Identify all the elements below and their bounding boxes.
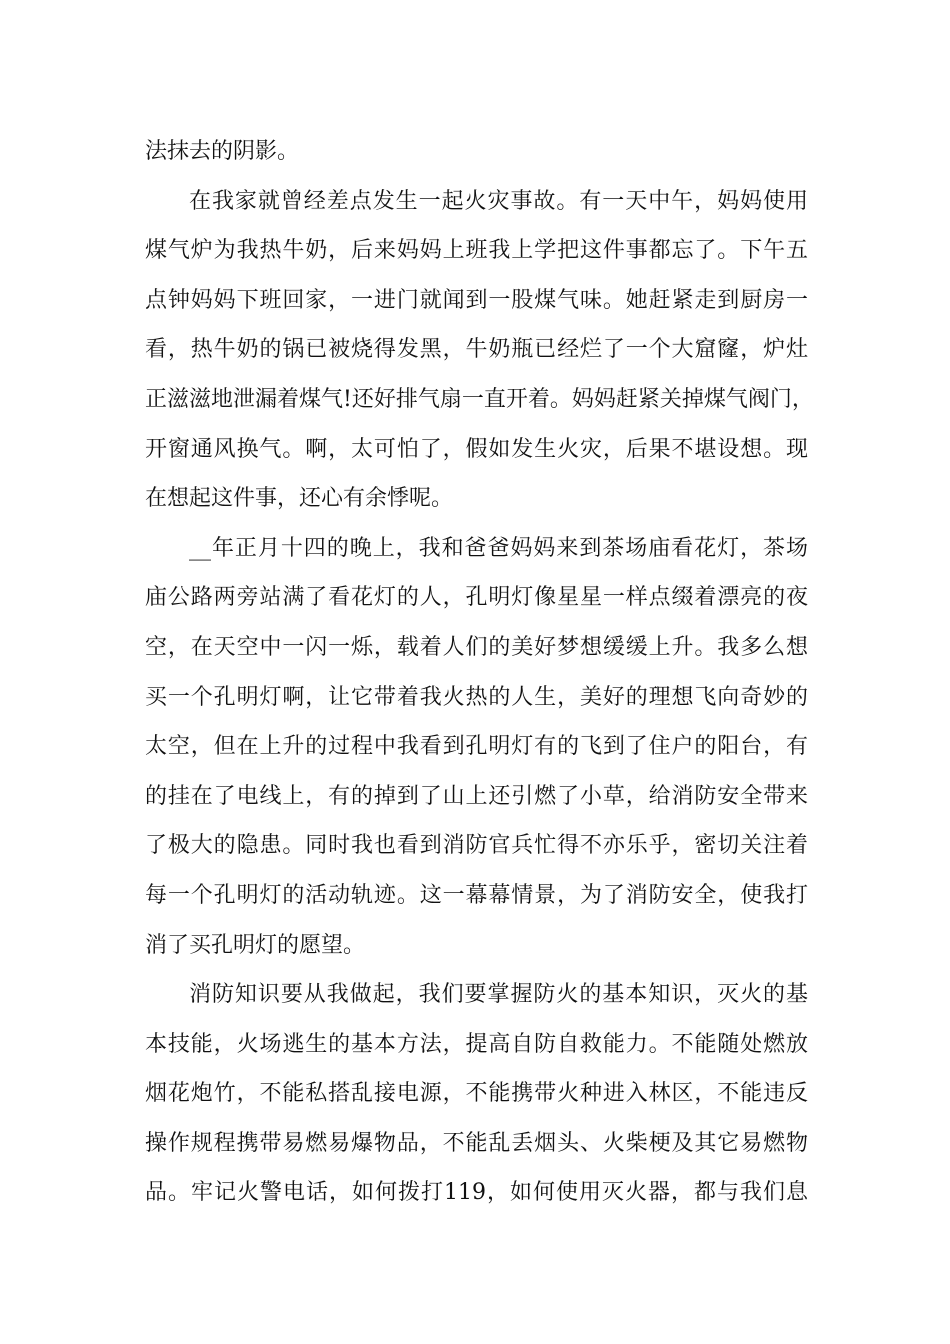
paragraph-3-line-1: __年正月十四的晚上，我和爸爸妈妈来到茶场庙看花灯，茶场 [189, 535, 808, 561]
paragraph-4-line-4: 操作规程携带易燃易爆物品，不能乱丢烟头、火柴梗及其它易燃物 [145, 1130, 808, 1156]
paragraph-3-line-2: 庙公路两旁站满了看花灯的人，孔明灯像星星一样点缀着漂亮的夜 [145, 585, 808, 611]
body-text [145, 127, 814, 1218]
paragraph-2-line-3: 点钟妈妈下班回家，一进门就闻到一股煤气味。她赶紧走到厨房一 [145, 287, 808, 313]
paragraph-2-line-2: 煤气炉为我热牛奶，后来妈妈上班我上学把这件事都忘了。下午五 [145, 238, 808, 264]
paragraph-2-line-5: 正滋滋地泄漏着煤气!还好排气扇一直开着。妈妈赶紧关掉煤气阀门， [145, 386, 814, 412]
paragraph-3-line-9: 消了买孔明灯的愿望。 [145, 932, 366, 958]
paragraph-3-line-4: 买一个孔明灯啊，让它带着我火热的人生，美好的理想飞向奇妙的 [145, 684, 808, 710]
paragraph-3-line-7: 了极大的隐患。同时我也看到消防官兵忙得不亦乐乎，密切关注着 [145, 833, 808, 859]
paragraph-2-line-1: 在我家就曾经差点发生一起火灾事故。有一天中午，妈妈使用 [189, 188, 808, 214]
paragraph-4-line-1: 消防知识要从我做起，我们要掌握防火的基本知识，灭火的基 [189, 982, 808, 1008]
paragraph-2-line-6: 开窗通风换气。啊，太可怕了，假如发生火灾，后果不堪设想。现 [145, 436, 808, 462]
paragraph-4-line-5: 品。牢记火警电话，如何拨打119，如何使用灭火器，都与我们息 [145, 1180, 808, 1206]
paragraph-4-line-3: 烟花炮竹，不能私搭乱接电源，不能携带火种进入林区，不能违反 [145, 1081, 808, 1107]
paragraph-3-line-8: 每一个孔明灯的活动轨迹。这一幕幕情景，为了消防安全，使我打 [145, 882, 808, 908]
paragraph-2-line-4: 看，热牛奶的锅已被烧得发黑，牛奶瓶已经烂了一个大窟窿，炉灶 [145, 337, 808, 363]
paragraph-3-line-6: 的挂在了电线上，有的掉到了山上还引燃了小草，给消防安全带来 [145, 783, 808, 809]
paragraph-4-line-2: 本技能，火场逃生的基本方法，提高自防自救能力。不能随处燃放 [145, 1031, 808, 1057]
paragraph-3-line-5: 太空，但在上升的过程中我看到孔明灯有的飞到了住户的阳台，有 [145, 734, 808, 760]
paragraph-2-line-7: 在想起这件事，还心有余悸呢。 [145, 486, 454, 512]
paragraph-1-line-1: 法抹去的阴影。 [145, 139, 300, 164]
paragraph-3-line-3: 空，在天空中一闪一烁，载着人们的美好梦想缓缓上升。我多么想 [145, 634, 808, 660]
